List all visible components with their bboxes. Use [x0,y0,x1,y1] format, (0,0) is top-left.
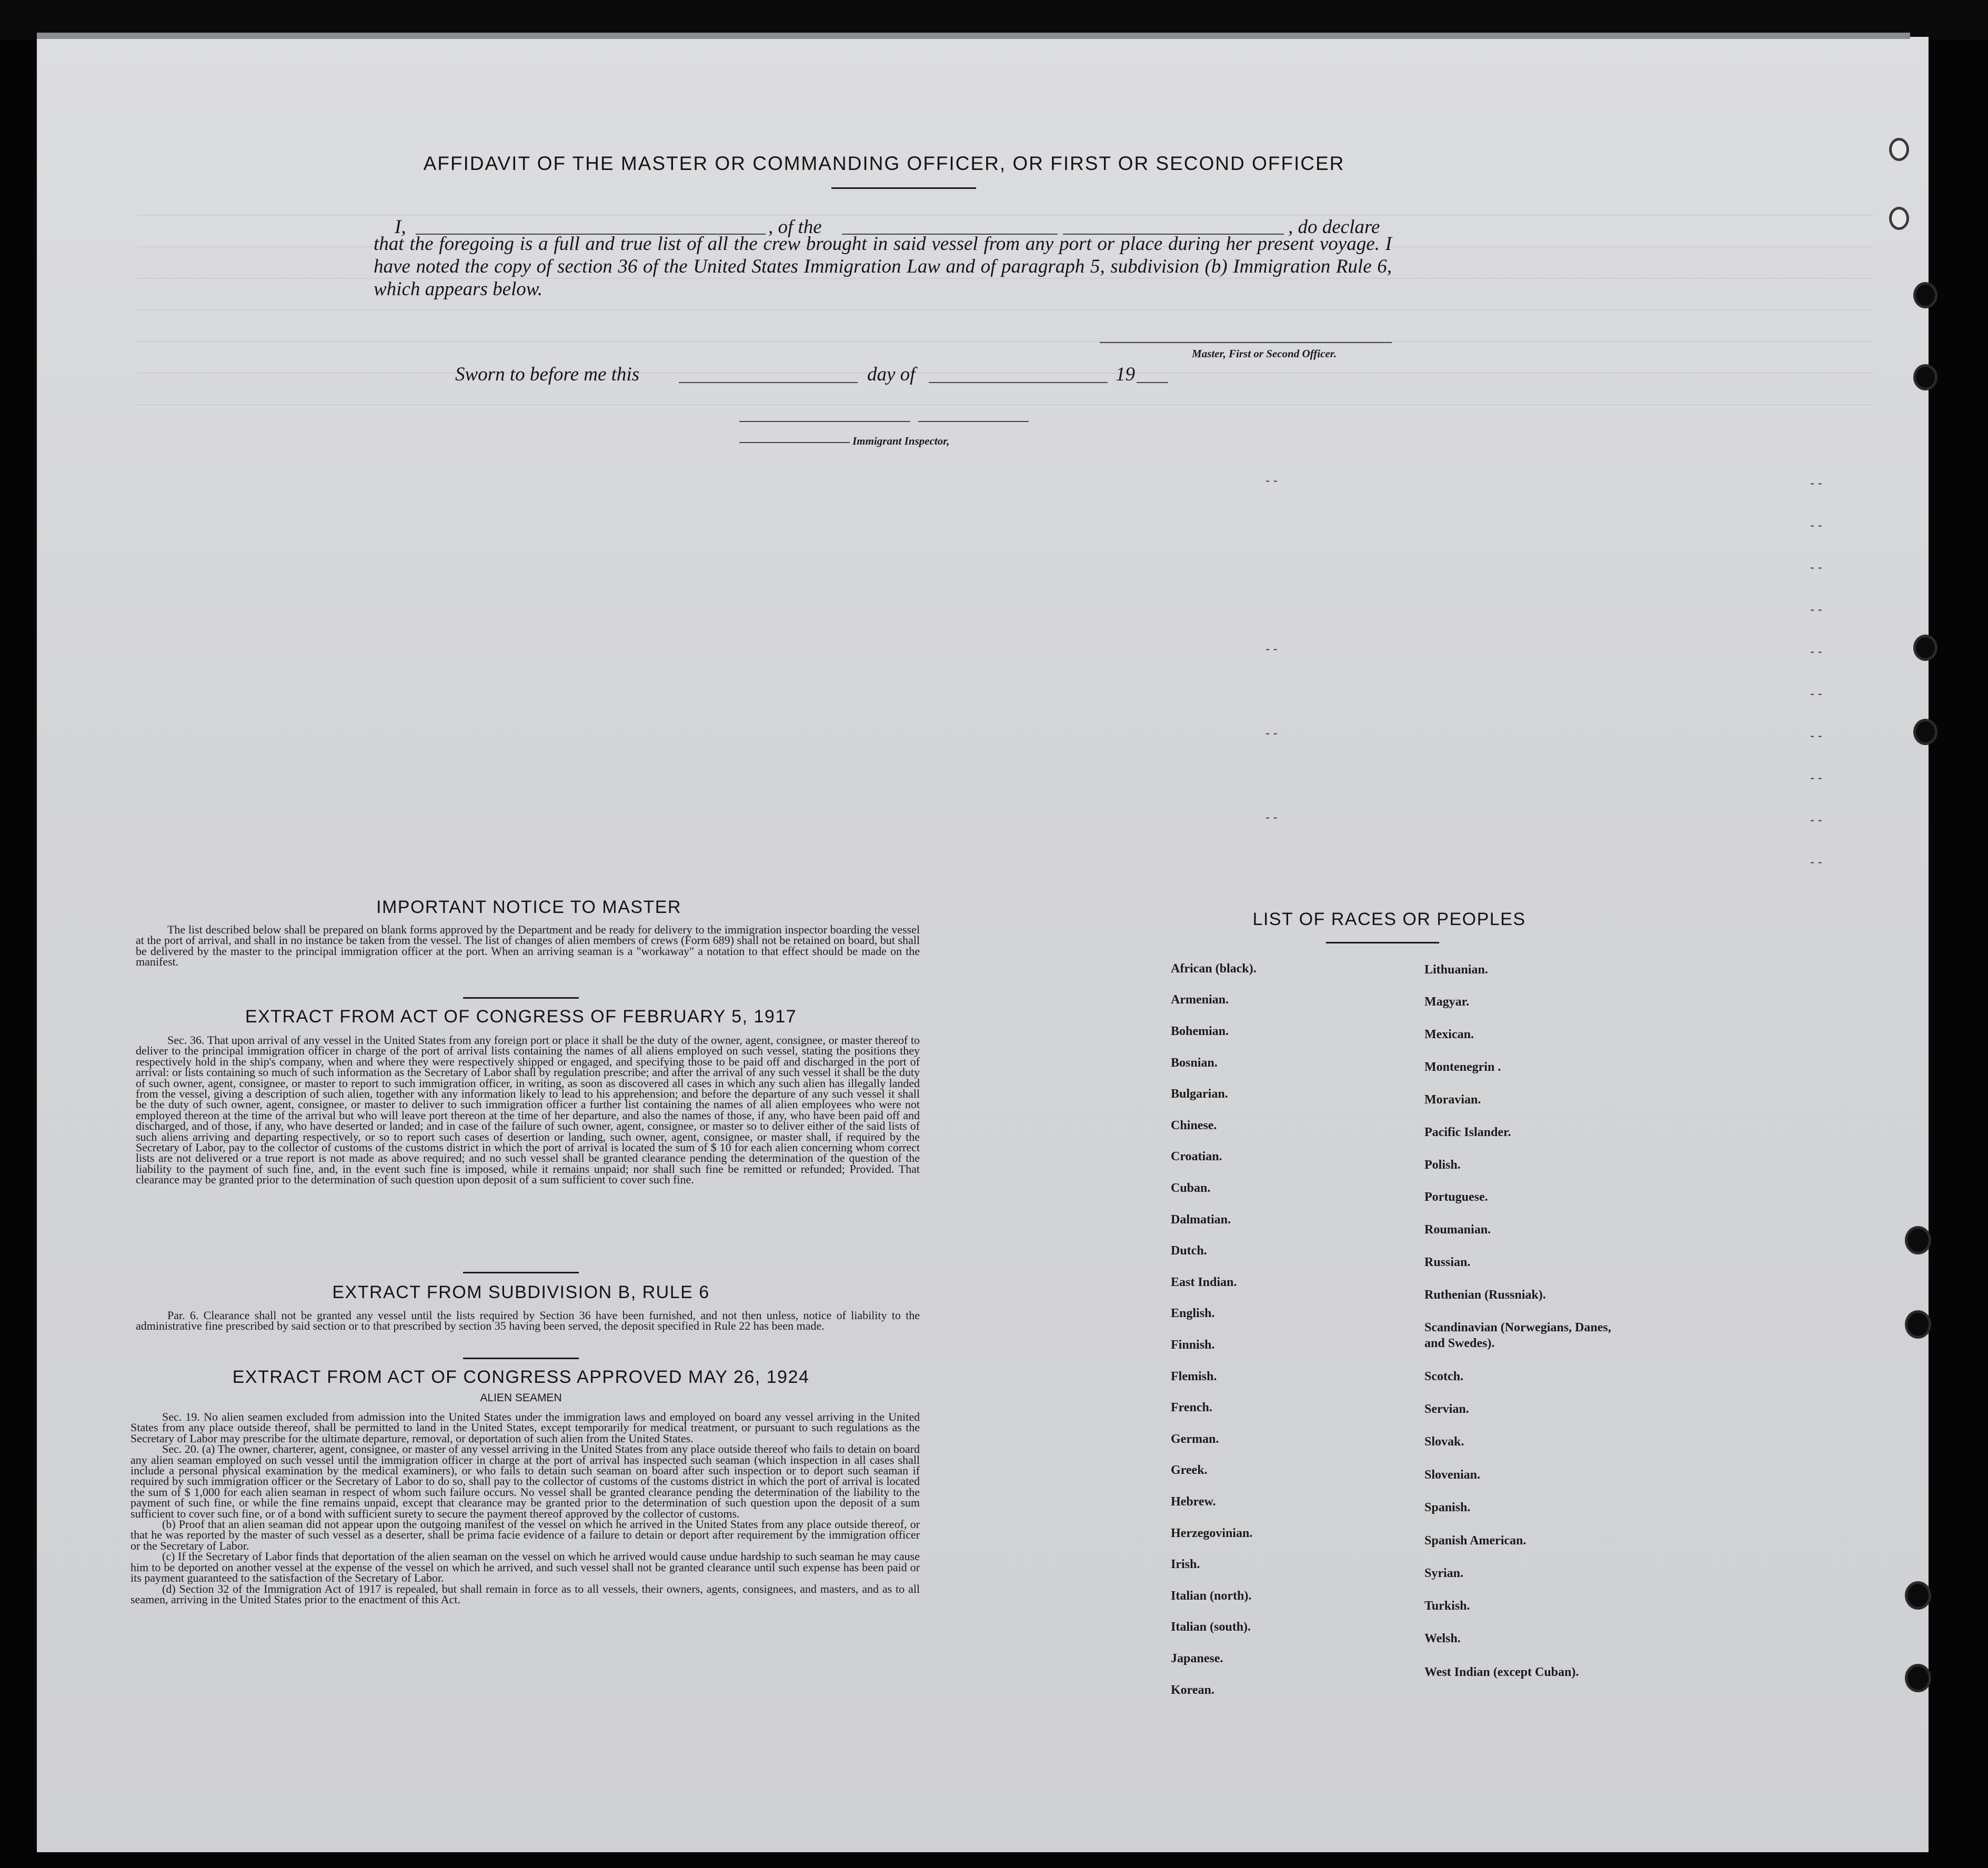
race-item: Slovenian. [1424,1468,1481,1482]
race-item: Armenian. [1171,993,1229,1007]
race-item: Ruthenian (Russniak). [1424,1288,1546,1302]
race-item: Mexican. [1424,1028,1474,1041]
notice-title: IMPORTANT NOTICE TO MASTER [376,897,681,917]
binder-hole-icon [1905,1664,1931,1692]
binder-hole-icon [1913,719,1937,745]
ditto-mark: - - [1810,771,1822,785]
extract-1924-subtitle: ALIEN SEAMEN [480,1392,562,1404]
race-item: Chinese. [1171,1119,1217,1132]
race-item: Slovak. [1424,1435,1464,1449]
ditto-mark: - - [1810,729,1822,743]
race-item: Syrian. [1424,1566,1464,1580]
extract-1924-sec20b: (b) Proof that an alien seaman did not appear upon the outgoing manifest of the vessel on which he arrived in the United States from any place outside thereof, or that he was reported by the master of such vessel as a deserter, shall be prima facie evidence of a failure to detain or deport after requirement by the immigration officer or the Secretary of Labor. [130,1518,920,1552]
race-item: Lithuanian. [1424,963,1488,977]
ditto-mark: - - [1810,560,1822,575]
extract-1924-sec20c: (c) If the Secretary of Labor finds that deportation of the alien seaman on the vessel on which he arrived would cause undue hardship to such seaman he may cause him to be deported on another vessel at the expense of the vessel on which he arrived, and such vessel shall not be granted clearance until such expense has been paid or its payment guaranteed to the satisfaction of the Secretary of Labor. [130,1550,920,1585]
race-item: Spanish. [1424,1501,1471,1514]
race-item: Croatian. [1171,1150,1222,1163]
affidavit-do-declare: , do declare [1288,216,1380,238]
binder-hole-icon [1889,207,1909,230]
inspector-signature-line-3[interactable] [739,442,850,443]
race-item: Turkish. [1424,1599,1470,1613]
day-of-label: day of [867,364,916,385]
affidavit-divider [831,187,976,189]
race-item: Japanese. [1171,1652,1223,1665]
race-item: African (black). [1171,962,1257,976]
races-title: LIST OF RACES OR PEOPLES [1252,909,1526,929]
race-item: Bulgarian. [1171,1087,1228,1101]
extract-rule6-paragraph: Par. 6. Clearance shall not be granted any vessel until the lists required by Section 36 have been furnished, and not then unless, notice of liability to the administrative fine prescribed by said section or to that prescribed by section 35 having been served, the deposit specified in Rule 22 has been made. [136,1309,920,1333]
extract-1924-title: EXTRACT FROM ACT OF CONGRESS APPROVED MAY 26, 1924 [232,1367,810,1387]
notice-paragraph: The list described below shall be prepared on blank forms approved by the Department and be ready for delivery to the immigration inspector boarding the vessel at the port of arrival, and shall in no instance be taken from the vessel. The list of changes of alien members of crews (Form 689) shall not be retained on board, but shall be delivered by the master to the principal immigration officer at the port. When an arriving seaman is a "workaway" a notation to that effect should be made on the manifest. [136,923,920,969]
race-item: Greek. [1171,1463,1208,1477]
race-item: Portuguese. [1424,1190,1488,1204]
race-item: Herzegovinian. [1171,1526,1253,1540]
extract-1917-text [136,1035,920,1186]
master-signature-line[interactable] [1100,342,1392,343]
race-item: Scotch. [1424,1370,1463,1383]
inspector-signature-line-1[interactable] [739,421,910,422]
race-item: Dalmatian. [1171,1213,1231,1227]
binder-hole-icon [1889,138,1909,161]
ditto-mark: - - [1810,645,1822,659]
ditto-mark: - - [1266,474,1278,488]
affidavit-title: AFFIDAVIT OF THE MASTER OR COMMANDING OFFICER, OR FIRST OR SECOND OFFICER [423,153,1345,174]
race-item: English. [1171,1307,1215,1320]
race-item: Bohemian. [1171,1025,1229,1038]
race-item: French. [1171,1401,1212,1414]
race-item: Polish. [1424,1158,1461,1172]
race-item: German. [1171,1432,1219,1446]
section-divider [463,997,579,999]
race-item: Flemish. [1171,1370,1217,1383]
binder-hole-icon [1905,1226,1931,1254]
race-item: Spanish American. [1424,1534,1527,1548]
binder-hole-icon [1913,364,1937,390]
ditto-mark: - - [1810,602,1822,617]
section-divider [463,1272,579,1273]
race-item: Cuban. [1171,1181,1211,1195]
race-item: Servian. [1424,1402,1469,1416]
extract-1924-sec20a: Sec. 20. (a) The owner, charterer, agent, consignee, or master of any vessel arriving in the United States from any place outside thereof who fails to detain on board any alien seaman employed on such vessel until the immigration officer in charge at the port of arrival has inspected such seaman (which inspection in all cases shall include a personal physical examination by the medical examiners), or who fails to detain such seaman on board after such inspection or to deport such seaman if required by such immigration officer or the Secretary of Labor to do so, shall pay to the collector of customs of the customs district in which the port of arrival is located the sum of $ 1,000 for each alien seaman in respect of whom such failure occurs. No vessel shall be granted clearance pending the determination of the liability to the payment of such fine, or while the fine remains unpaid, except that clearance may be granted prior to the determination of such question upon the deposit of a sum sufficient to cover such fine, or of a bond with sufficient surety to secure the payment thereof approved by the collector of customs. [130,1442,920,1520]
inspector-signature-line-2[interactable] [918,421,1029,422]
binder-hole-icon [1913,635,1937,661]
race-item: Russian. [1424,1256,1471,1269]
extract-1924-sec19: Sec. 19. No alien seamen excluded from admission into the United States under the immigration laws and employed on board any vessel arriving in the United States from any place outside thereof, shall be permitted to land in the United States, except temporarily for medical treatment, or pursuant to such regulations as the Secretary of Labor may prescribe for the ultimate departure, removal, or deportation of such alien from the United States. [130,1410,920,1445]
race-item: Montenegrin . [1424,1060,1501,1074]
races-divider [1326,942,1439,943]
affidavit-of-the: , of the [768,216,822,238]
ditto-mark: - - [1266,726,1278,740]
section-divider [463,1358,579,1359]
race-item: East Indian. [1171,1276,1237,1289]
race-item: Scandinavian (Norwegians, Danes, and Swedes). [1424,1321,1611,1350]
race-item: Korean. [1171,1683,1214,1697]
page-edge [37,33,1910,39]
race-item: Hebrew. [1171,1495,1216,1509]
notice-text [136,925,920,968]
race-item: Roumanian. [1424,1223,1491,1237]
ditto-mark: - - [1810,476,1822,490]
ditto-mark: - - [1810,855,1822,869]
extract-rule6-text [136,1310,920,1332]
race-item: Finnish. [1171,1338,1215,1352]
race-item: Irish. [1171,1558,1200,1571]
race-item: Moravian. [1424,1093,1481,1107]
affidavit-body: that the foregoing is a full and true list of all the crew brought in said vessel from any port or place during her present voyage. I have noted the copy of section 36 of the United States Immigration Law and of paragraph 5, subdivision (b) Immigration Rule 6, which appears below. [374,233,1392,300]
inspector-label: Immigrant Inspector, [852,435,950,447]
race-item: Pacific Islander. [1424,1126,1511,1139]
extract-1917-title: EXTRACT FROM ACT OF CONGRESS OF FEBRUARY 5, 1917 [245,1007,797,1027]
extract-1924-sec20d: (d) Section 32 of the Immigration Act of 1917 is repealed, but shall remain in force as to all vessels, their owners, agents, consignees, and masters, and as to all seamen, arriving in the United States prior to the enactment of this Act. [130,1582,920,1606]
year-label: 19 [1116,364,1135,385]
binder-hole-icon [1905,1310,1931,1339]
ditto-mark: - - [1810,518,1822,533]
race-item: Magyar. [1424,995,1470,1009]
race-item: West Indian (except Cuban). [1424,1665,1579,1679]
ditto-mark: - - [1266,810,1278,825]
ditto-mark: - - [1266,642,1278,656]
ditto-mark: - - [1810,687,1822,701]
affidavit-i-label: I, [395,216,406,238]
race-item: Welsh. [1424,1632,1461,1645]
race-item: Bosnian. [1171,1056,1218,1070]
race-item: Italian (south). [1171,1620,1251,1634]
month-field-line[interactable] [929,382,1108,383]
ditto-mark: - - [1810,813,1822,827]
extract-1924-text [130,1412,920,1605]
race-item: Dutch. [1171,1244,1207,1258]
binder-hole-icon [1913,282,1937,308]
extract-1917-paragraph: Sec. 36. That upon arrival of any vessel in the United States from any foreign port or place it shall be the duty of the owner, agent, consignee, or master thereof to deliver to the principal immigration officer in charge of the port of arrival lists containing the names of all aliens employed on such vessel, stating the positions they respectively hold in the ship's company, when and where they were respectively shipped or engaged, and specifying those to be paid off and discharged in the port of arrival: or lists containing so much of such information as the Secretary of Labor shall by regulation prescribe; and after the arrival of any such vessel it shall be the duty of such owner, agent, consignee, or master to report to such immigration officer, in writing, as soon as discovered all cases in which any such alien has illegally landed from the vessel, giving a description of such alien, together with any information likely to lead to his apprehension; and before the departure of any such vessel it shall be the duty of such owner, agent, consignee, or master to deliver to such immigration officer a further list containing the names of all alien employees who were not employed thereon at the time of the arrival but who will leave port thereon at the time of her departure, and also the names of those, if any, who have been paid off and discharged, and of those, if any, who have deserted or landed; and in case of the failure of such owner, agent, consignee, or master so to deliver either of the said lists of such aliens arriving and departing respectively, or so to report such cases of desertion or landing, such owner, agent, consignee, or master shall, if required by the Secretary of Labor, pay to the collector of customs of the customs district in which the port of arrival is located the sum of $ 10 for each alien concerning whom correct lists are not delivered or a true report is not made as above required; and no such vessel shall be granted clearance pending the determination of the question of the liability to the payment of such fine, and, in the event such fine is imposed, while it remains unpaid; nor shall such fine be remitted or refunded; Provided. That clearance may be granted prior to the determination of such question upon deposit of a sum sufficient to cover such fine. [136,1033,920,1187]
extract-rule6-title: EXTRACT FROM SUBDIVISION B, RULE 6 [332,1282,710,1302]
race-item: Italian (north). [1171,1589,1252,1603]
year-field-line[interactable] [1137,382,1168,383]
sworn-label: Sworn to before me this [455,364,640,385]
master-signature-label: Master, First or Second Officer. [1192,347,1337,360]
binder-hole-icon [1905,1581,1931,1610]
sworn-date-line[interactable] [679,382,858,383]
